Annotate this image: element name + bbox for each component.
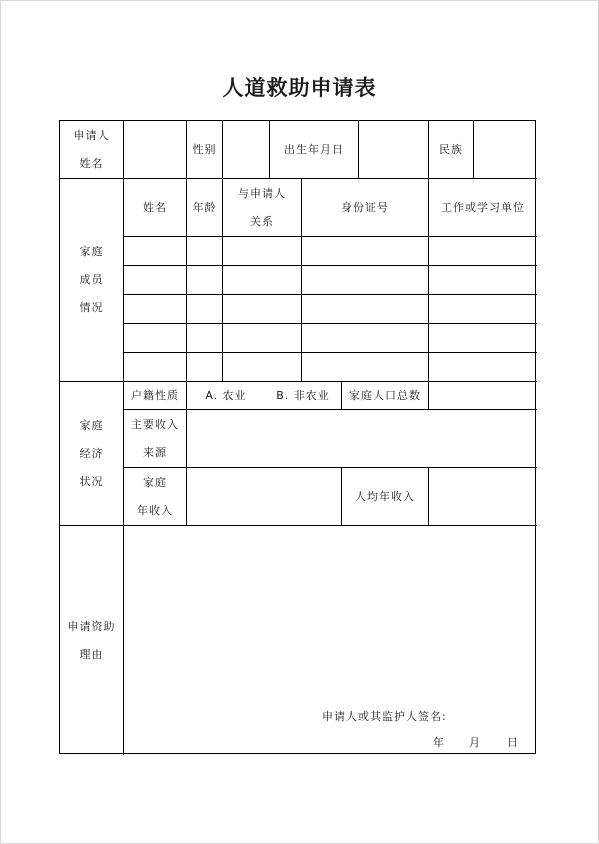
member-age-header: 年龄 (192, 200, 217, 214)
per-capita-income-label: 人均年收入 (355, 489, 415, 503)
reason-section-label: 申请资助 理由 (67, 619, 116, 661)
household-total-field[interactable] (429, 382, 537, 409)
household-type-label: 户籍性质 (131, 388, 179, 402)
member-id-number-header: 身份证号 (341, 200, 389, 214)
gender-label: 性别 (192, 142, 217, 156)
member-relation-header: 与申请人 关系 (238, 186, 286, 228)
household-type-option-a[interactable]: A. 农业 (205, 388, 247, 402)
annual-income-field[interactable] (187, 468, 341, 525)
date-year-label: 年 (433, 736, 445, 749)
income-source-field[interactable] (187, 410, 537, 467)
applicant-name-label: 申请人 姓名 (73, 128, 110, 170)
birth-date-field[interactable] (359, 121, 428, 178)
form-title: 人道救助申请表 (222, 75, 377, 100)
ethnicity-field[interactable] (474, 121, 537, 178)
birth-date-label: 出生年月日 (284, 142, 344, 156)
application-form-table (59, 120, 536, 754)
date-day-label: 日 (507, 736, 519, 749)
household-type-option-b[interactable]: B. 非农业 (276, 388, 330, 402)
signature-label: 申请人或其监护人签名: (322, 710, 447, 723)
date-month-label: 月 (469, 736, 481, 749)
economy-section-label: 家庭 经济 状况 (79, 418, 104, 488)
ethnicity-label: 民族 (439, 142, 463, 156)
gender-field[interactable] (223, 121, 269, 178)
applicant-name-field[interactable] (124, 121, 186, 178)
family-members-section-label: 家庭 成员 情况 (79, 245, 104, 314)
per-capita-income-field[interactable] (429, 468, 537, 525)
member-work-unit-header: 工作或学习单位 (441, 200, 525, 214)
member-name-header: 姓名 (143, 200, 167, 214)
reason-text-area[interactable] (124, 526, 537, 696)
income-source-label: 主要收入 来源 (131, 417, 179, 459)
annual-income-label: 家庭 年收入 (137, 475, 173, 517)
household-total-label: 家庭人口总数 (349, 388, 421, 402)
